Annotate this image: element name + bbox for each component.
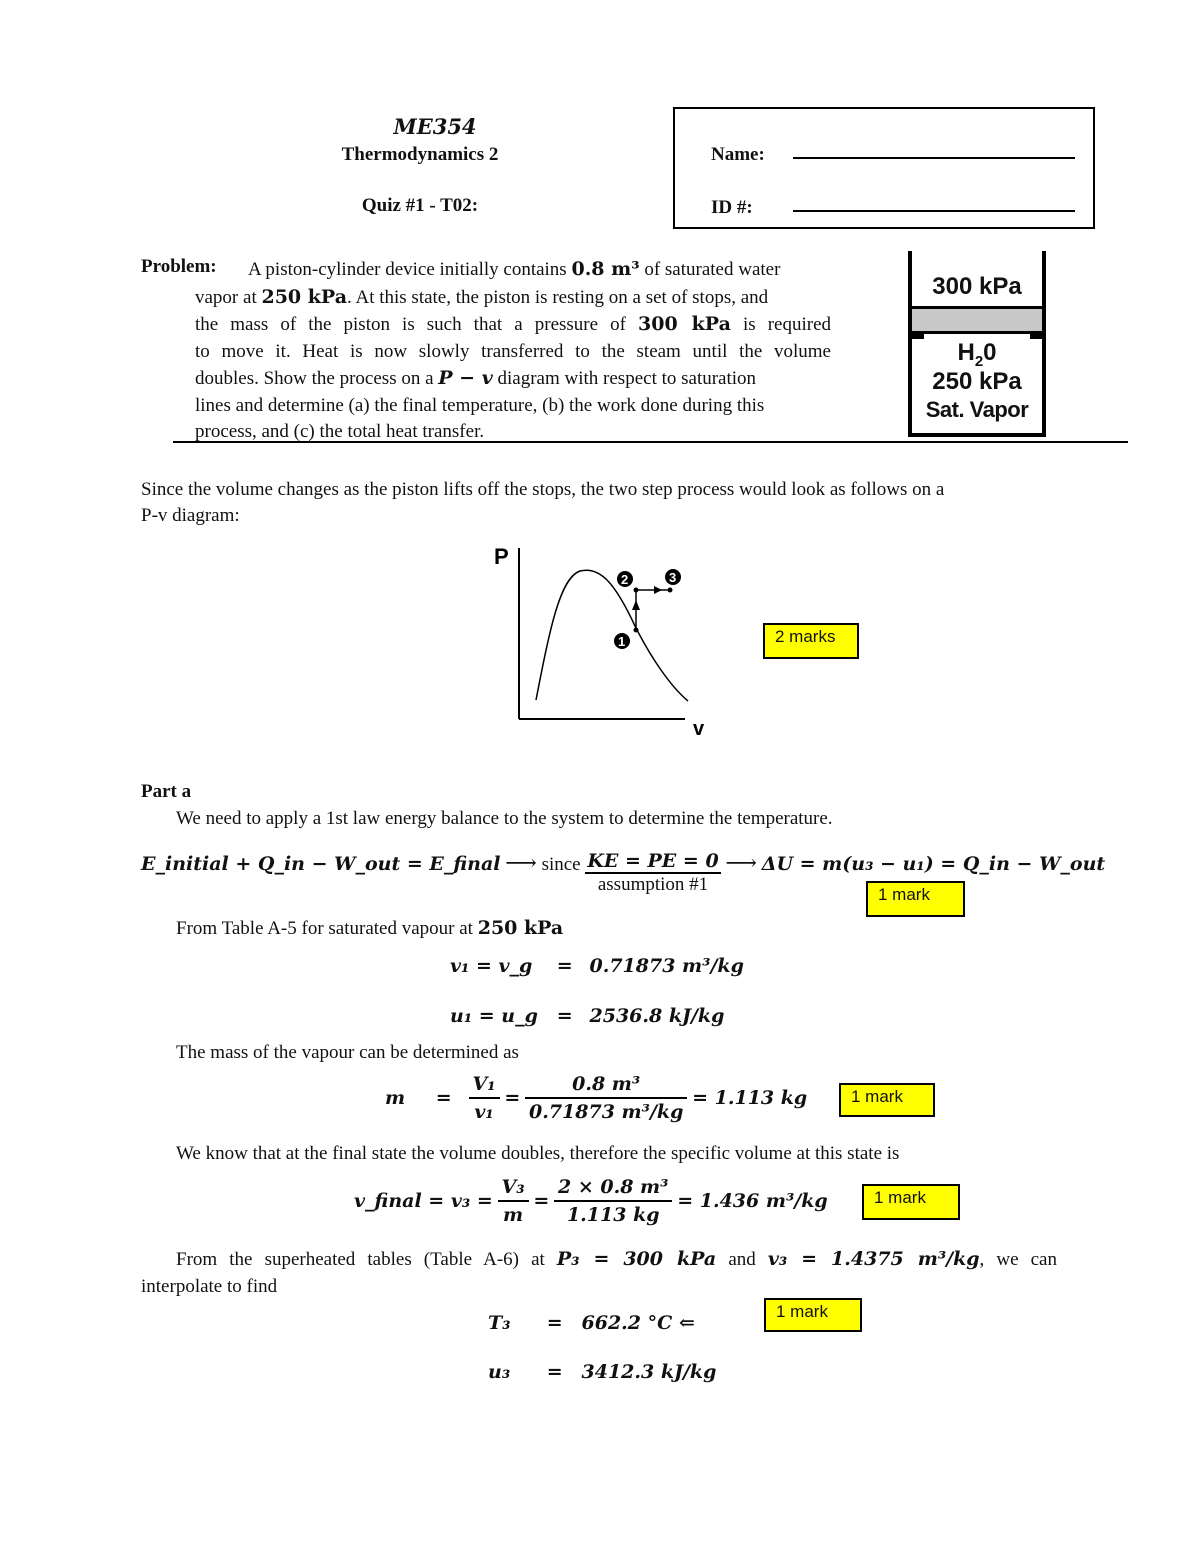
v3-equation: v_final = v₃ = $\frac{\text{V₃}}{m}$ = $\frac{\text{2 × 0.8 m³}}{1.113 kg}$ = 1.436 m³/kg [354, 1176, 828, 1226]
energy-balance: E_initial + Q_in − W_out = E_final ⟶ since KE = PE = 0 assumption #1 ⟶ ΔU = m(u₃ − u₁) = Q_in − W_out [141, 850, 1106, 895]
t3-equation: T₃ = 662.2 °C ⇐ [488, 1312, 695, 1334]
pv-diagram [490, 538, 720, 738]
initial-pressure-label: 250 kPa [932, 368, 1022, 395]
v1-equation: v₁ = v_g = 0.71873 m³/kg [450, 955, 744, 977]
intro-text: Since the volume changes as the piston lifts off the stops, the two step process would look as follows on a P-v diagram: [141, 479, 945, 526]
id-line[interactable] [793, 210, 1075, 212]
state-1-label: 1 [618, 634, 626, 649]
piston-cylinder-figure [908, 251, 1046, 437]
id-label: ID #: [711, 197, 753, 218]
name-line[interactable] [793, 157, 1075, 159]
state-3-label: 3 [669, 570, 677, 585]
state-3-point [668, 588, 673, 593]
x-axis-label: v [693, 718, 705, 738]
problem-statement: A piston-cylinder device initially contains 0.8 m³ of saturated water vapor at 250 kPa. At this state, the piston is resting on a set of stops, and the mass of the piston is such that a pressure of 300 kPa is required to move it. Heat is now slowly transferred to the steam until the volume doubles. Show the process on a P − v diagram with respect to saturation lines and determine (a) the final temperature, (b) the work done during this process, and (c) the total heat transfer. [195, 258, 832, 442]
mass-equation: m = $\frac{\text{V₁}}{\text{v₁}}$ = $\frac{\text{0.8 m³}}{\text{0.71873 m³/kg}}$ = 1.113 kg [385, 1073, 808, 1123]
fluid-label: $H_20$ [957, 339, 997, 370]
quiz-title: Quiz #1 - T02: [361, 195, 479, 216]
state-2-point [634, 588, 639, 593]
mark-badge-temperature: 1 mark [764, 1298, 862, 1332]
mark-badge-energy-balance: 1 mark [866, 881, 965, 917]
problem-divider [173, 441, 1128, 443]
part-a-title: Part a [141, 781, 192, 802]
external-pressure-label: 300 kPa [932, 273, 1022, 300]
u1-equation: u₁ = u_g = 2536.8 kJ/kg [450, 1005, 725, 1027]
superheated-text: From the superheated tables (Table A-6) at P₃ = 300 kPa and v₃ = 1.4375 m³/kg, we can interpolate to find [141, 1248, 1057, 1297]
state-2-label: 2 [621, 572, 629, 587]
mass-text: The mass of the vapour can be determined as [176, 1042, 519, 1063]
state-1-point [634, 628, 639, 633]
piston [912, 306, 1042, 334]
process-2-3-arrow [654, 586, 662, 594]
name-id-box [673, 107, 1095, 229]
name-label: Name: [711, 144, 765, 165]
course-code: ME354 [393, 114, 477, 139]
mark-badge-spec-volume: 1 mark [862, 1184, 960, 1220]
table-a5-text: From Table A-5 for saturated vapour at 250 kPa [176, 917, 564, 939]
state-label: Sat. Vapor [925, 397, 1029, 422]
process-1-2-arrow [632, 600, 640, 610]
u3-equation: u₃ = 3412.3 kJ/kg [488, 1361, 717, 1383]
stop-left [912, 331, 924, 339]
mark-badge-mass: 1 mark [839, 1083, 935, 1117]
problem-label: Problem: [141, 256, 217, 277]
part-a-intro: We need to apply a 1st law energy balance to the system to determine the temperature. [176, 808, 833, 829]
final-state-text: We know that at the final state the volume doubles, therefore the specific volume at this state is [176, 1143, 900, 1164]
course-subject: Thermodynamics 2 [341, 144, 499, 165]
y-axis-label: P [494, 544, 509, 569]
mark-badge-diagram: 2 marks [763, 623, 859, 659]
stop-right [1030, 331, 1042, 339]
